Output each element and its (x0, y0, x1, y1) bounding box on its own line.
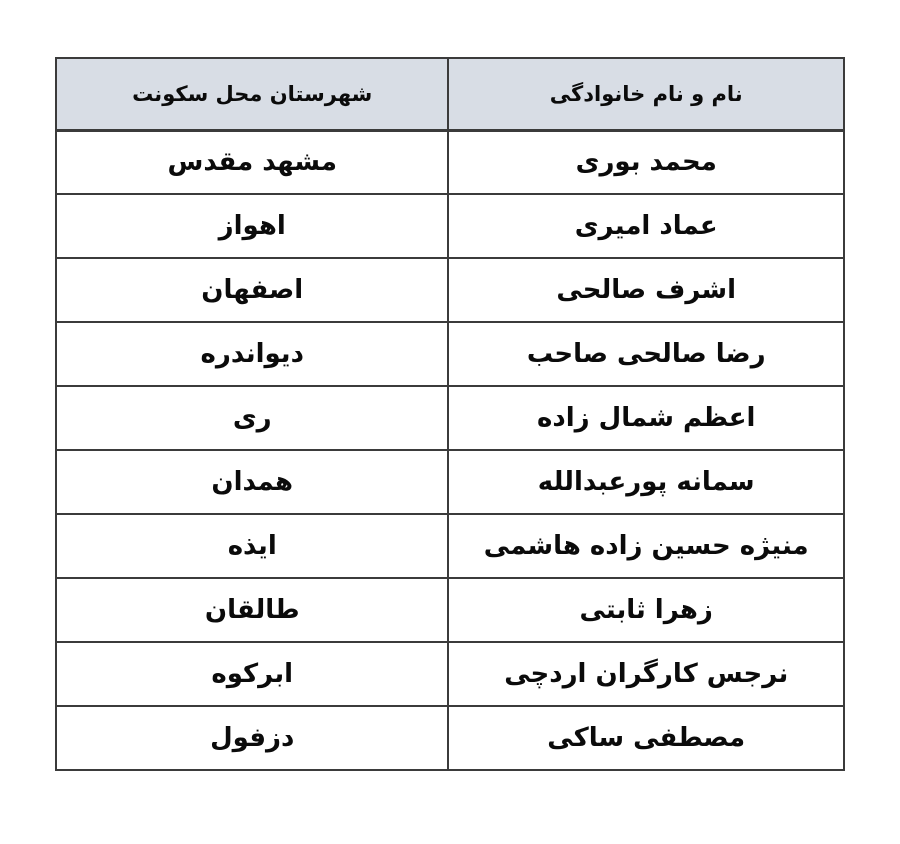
name-cell: عماد امیری (448, 194, 844, 258)
city-cell: ایذه (56, 514, 448, 578)
city-cell: ابرکوه (56, 642, 448, 706)
table-row (56, 130, 844, 194)
table-row (56, 194, 844, 258)
city-cell: اصفهان (56, 258, 448, 322)
city-cell: طالقان (56, 578, 448, 642)
name-cell: محمد بوری (448, 130, 844, 194)
city-cell: ری (56, 386, 448, 450)
table-row (56, 258, 844, 322)
table-row (56, 450, 844, 514)
city-cell: دزفول (56, 706, 448, 770)
table-row (56, 322, 844, 386)
table-row (56, 386, 844, 450)
name-cell: زهرا ثابتی (448, 578, 844, 642)
column-header-name: نام و نام خانوادگی (448, 58, 844, 130)
table-row (56, 514, 844, 578)
city-cell: مشهد مقدس (56, 130, 448, 194)
table-row (56, 642, 844, 706)
name-cell: نرجس کارگران اردچی (448, 642, 844, 706)
table-body (56, 130, 844, 770)
name-cell: رضا صالحی صاحب (448, 322, 844, 386)
name-cell: مصطفی ساکی (448, 706, 844, 770)
name-cell: سمانه پورعبدالله (448, 450, 844, 514)
residents-table (55, 57, 845, 771)
name-cell: اعظم شمال زاده (448, 386, 844, 450)
table-row (56, 706, 844, 770)
city-cell: اهواز (56, 194, 448, 258)
table-row (56, 578, 844, 642)
name-cell: اشرف صالحی (448, 258, 844, 322)
city-cell: همدان (56, 450, 448, 514)
table-header-row (56, 58, 844, 130)
name-cell: منیژه حسین زاده هاشمی (448, 514, 844, 578)
column-header-city: شهرستان محل سکونت (56, 58, 448, 130)
city-cell: دیواندره (56, 322, 448, 386)
